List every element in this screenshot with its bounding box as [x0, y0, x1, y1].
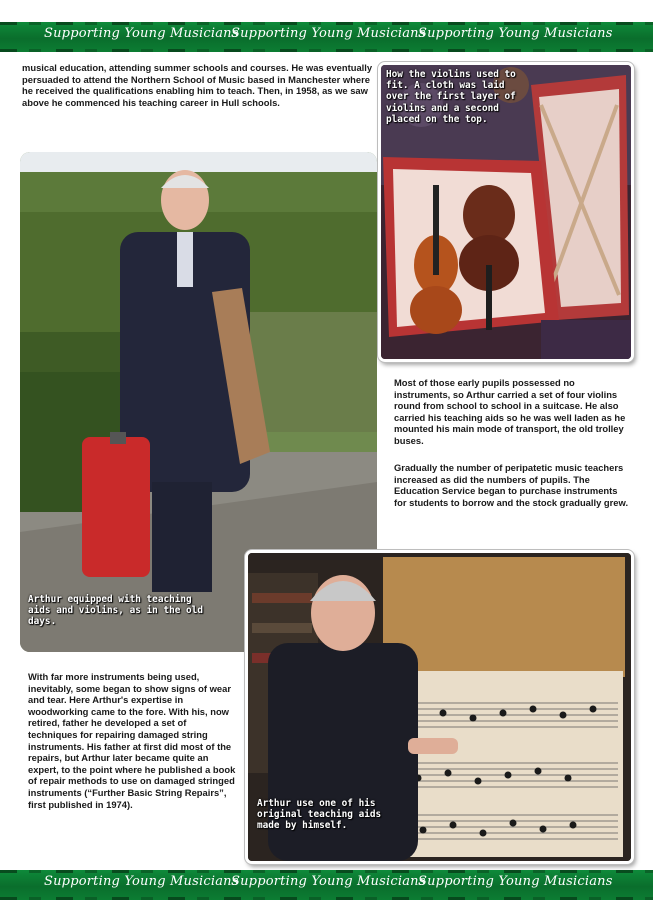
teaching-aid-photo: [245, 550, 634, 864]
banner-text: Supporting Young Musicians: [418, 874, 613, 889]
bottom-banner: [0, 870, 653, 900]
intro-paragraph: musical education, attending summer schools and courses. He was eventually persuaded to attend the Northern School of Music based in Manchester where he received the qualifications enabling him to teach. Then, in 1958, as we saw above he commenced his teaching career in Hull schools.: [22, 62, 373, 108]
teaching-aid-caption: Arthur use one of his original teaching aids made by himself.: [257, 798, 382, 832]
pupils-paragraph: Most of those early pupils possessed no instruments, so Arthur carried a set of four violins round from school to school in a suitcase. He also carried his teaching aids so he was well laden as he mounted his main mode of transport, the old trolley buses.: [394, 377, 626, 446]
banner-text: Supporting Young Musicians: [418, 26, 613, 41]
arthur-photo-caption: Arthur equipped with teaching aids and violins, as in the old days.: [28, 594, 203, 628]
violins-suitcase-photo: [378, 62, 634, 362]
banner-text: Supporting Young Musicians: [44, 874, 239, 889]
banner-text: Supporting Young Musicians: [231, 26, 426, 41]
banner-text: Supporting Young Musicians: [44, 26, 239, 41]
teachers-paragraph: Gradually the number of peripatetic music teachers increased as did the numbers of pupils. The Education Service began to purchase instruments for students to borrow and the stock gradually grew.: [394, 462, 629, 508]
repairs-paragraph: With far more instruments being used, inevitably, some began to show signs of wear and tear. Here Arthur's expertise in woodworking came to the fore. With his, now retired, father he developed a set of techniques for repairing damaged string instruments. His father at first did most of the repairs, but Arthur later became quite an expert, to the point where he published a book of repair methods to use on damaged stringed instruments (“Further Basic String Repairs”, first published in 1974).: [28, 671, 236, 810]
violins-photo-caption: How the violins used to fit. A cloth was laid over the first layer of violins and a second placed on the top.: [386, 69, 516, 125]
banner-text: Supporting Young Musicians: [231, 874, 426, 889]
top-banner: [0, 22, 653, 52]
